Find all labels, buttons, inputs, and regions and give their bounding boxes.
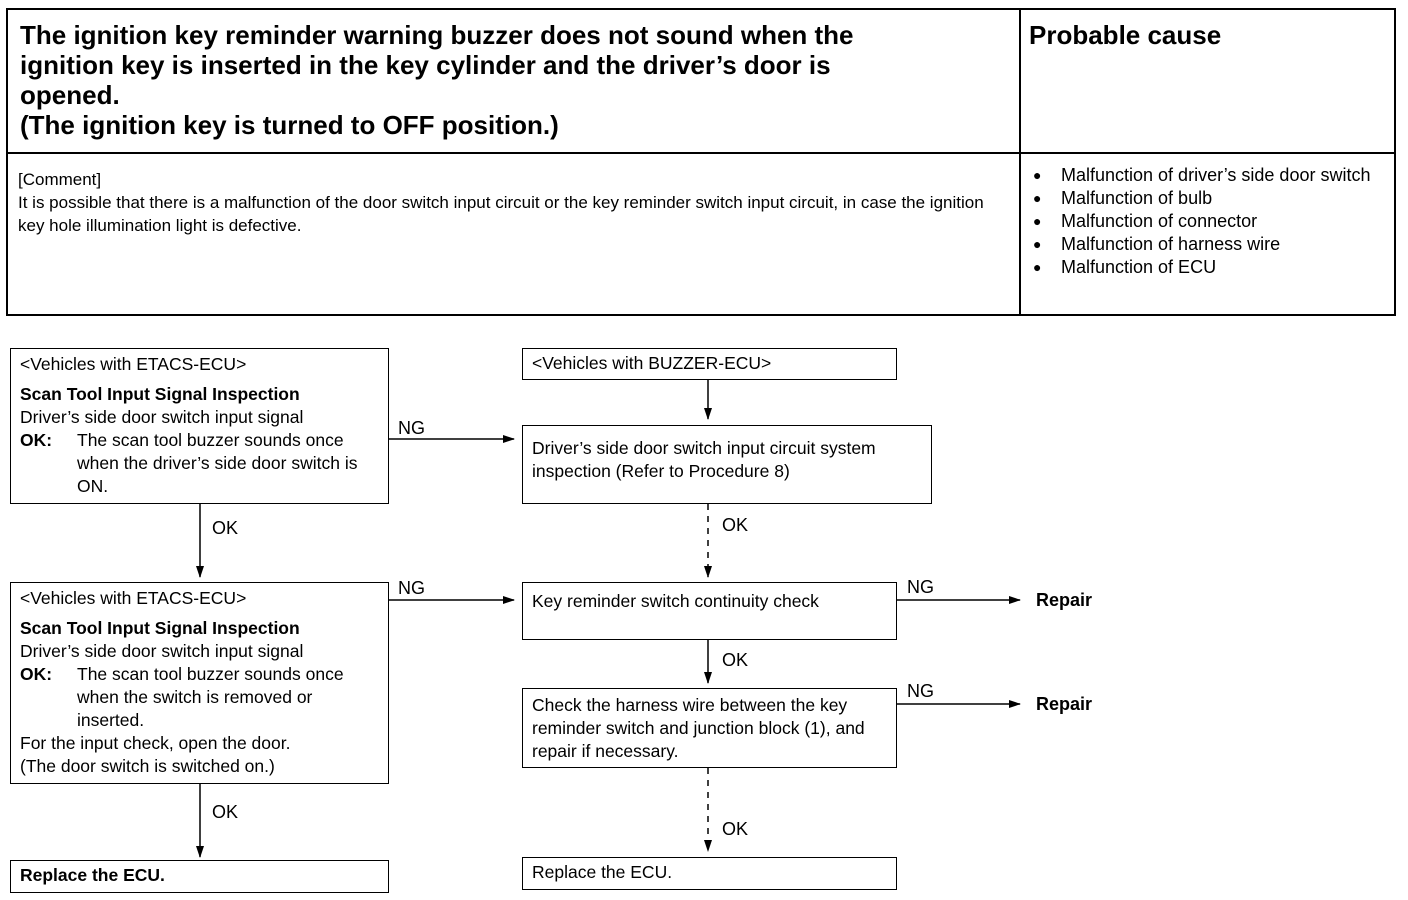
comment-label: [Comment] <box>18 170 102 189</box>
ng-label: NG <box>907 681 934 701</box>
cause-item: ● Malfunction of connector <box>1029 210 1386 233</box>
etacs-inspection-box-2 <box>10 582 389 784</box>
cause-item: ● Malfunction of bulb <box>1029 187 1386 210</box>
ng-label: NG <box>398 578 425 598</box>
ok-label: OK <box>722 650 749 670</box>
buzzer-ecu-heading-box: <Vehicles with BUZZER-ECU> <box>522 348 897 380</box>
ok-text: The scan tool buzzer sounds once when the driver’s side door switch is ON. <box>77 430 358 496</box>
comment-text: It is possible that there is a malfunction of the door switch input circuit or the key reminder switch input circuit, in case the ignition key hole illumination light is defective. <box>18 193 984 235</box>
door-circuit-inspection-box: Driver’s side door switch input circuit system inspection (Refer to Procedure 8) <box>522 425 932 504</box>
ng-label: NG <box>907 577 934 597</box>
door-switch-note: (The door switch is switched on.) <box>20 756 275 776</box>
title-line-1: The ignition key reminder warning buzzer does not sound when the <box>20 20 854 50</box>
causes-cell <box>1021 154 1394 314</box>
comment-cell <box>8 154 1021 314</box>
symptom-table <box>6 8 1396 316</box>
causes-list <box>1029 164 1386 279</box>
title-line-4: (The ignition key is turned to OFF position.) <box>20 110 559 140</box>
title-line-3: opened. <box>20 80 120 110</box>
ok-text: The scan tool buzzer sounds once when the switch is removed or inserted. <box>77 664 344 730</box>
symptom-title <box>8 10 1021 154</box>
probable-cause-heading: Probable cause <box>1021 10 1394 154</box>
cause-item: ● Malfunction of driver’s side door switch <box>1029 164 1386 187</box>
ok-criteria <box>20 429 379 498</box>
cause-item: ● Malfunction of harness wire <box>1029 233 1386 256</box>
etacs-heading: <Vehicles with ETACS-ECU> <box>20 588 247 608</box>
ok-label: OK <box>212 518 239 538</box>
repair-label: Repair <box>1036 590 1093 610</box>
replace-ecu-left: Replace the ECU. <box>10 860 389 893</box>
ng-label: NG <box>398 418 425 438</box>
cause-item: ● Malfunction of ECU <box>1029 256 1386 279</box>
title-line-2: ignition key is inserted in the key cylinder and the driver’s door is <box>20 50 831 80</box>
ok-label: OK <box>212 802 239 822</box>
signal-label: Driver’s side door switch input signal <box>20 641 304 661</box>
repair-label: Repair <box>1036 694 1093 714</box>
replace-ecu-right: Replace the ECU. <box>522 857 897 890</box>
key-reminder-check-box: Key reminder switch continuity check <box>522 582 897 640</box>
signal-label: Driver’s side door switch input signal <box>20 407 304 427</box>
input-check-note: For the input check, open the door. <box>20 733 291 753</box>
ok-label: OK: <box>20 430 53 450</box>
ok-criteria <box>20 663 379 732</box>
inspection-title: Scan Tool Input Signal Inspection <box>20 618 300 638</box>
ok-label: OK <box>722 819 749 839</box>
ok-label: OK <box>722 515 749 535</box>
ok-label: OK: <box>20 664 53 684</box>
harness-check-box: Check the harness wire between the key reminder switch and junction block (1), and repair if necessary. <box>522 688 897 768</box>
inspection-title: Scan Tool Input Signal Inspection <box>20 384 300 404</box>
etacs-heading: <Vehicles with ETACS-ECU> <box>20 354 247 374</box>
etacs-inspection-box-1 <box>10 348 389 504</box>
